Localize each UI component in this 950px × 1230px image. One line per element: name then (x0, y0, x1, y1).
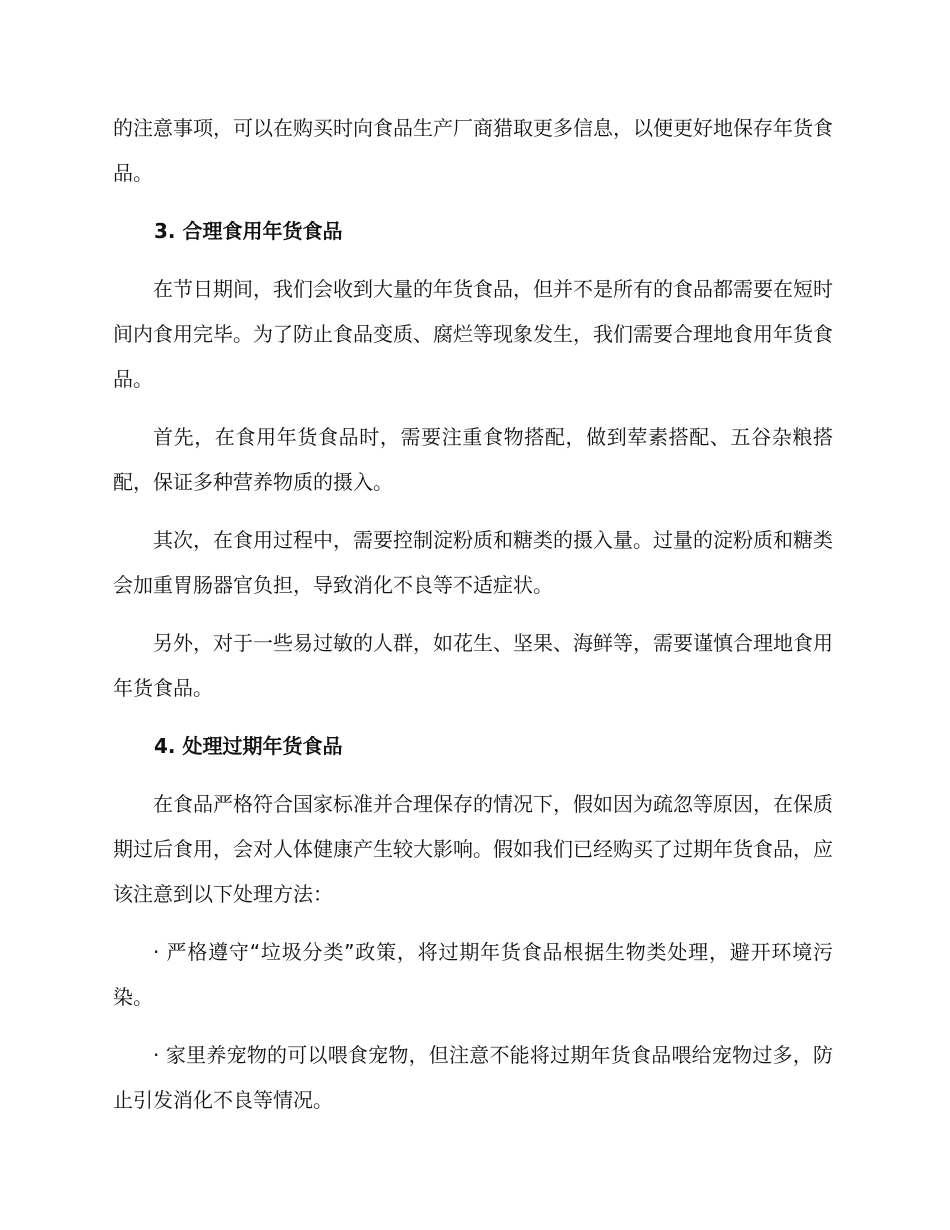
bullet-item: · 严格遵守“垃圾分类”政策，将过期年货食品根据生物类处理，避开环境污染。 (113, 940, 833, 1009)
paragraph: 其次，在食用过程中，需要控制淀粉质和糖类的摄入量。过量的淀粉质和糖类会加重胃肠器官负担，导致消化不良等不适症状。 (113, 528, 833, 597)
paragraph-continuation: 的注意事项，可以在购买时向食品生产厂商猎取更多信息，以便更好地保存年货食品。 (113, 116, 833, 185)
paragraph: 首先，在食用年货食品时，需要注重食物搭配，做到荤素搭配、五谷杂粮搭配，保证多种营养物质的摄入。 (113, 425, 833, 494)
document-page (113, 106, 833, 1123)
paragraph: 另外，对于一些易过敏的人群，如花生、坚果、海鲜等，需要谨慎合理地食用年货食品。 (113, 631, 833, 700)
paragraph: 在食品严格符合国家标准并合理保存的情况下，假如因为疏忽等原因，在保质期过后食用，会对人体健康产生较大影响。假如我们已经购买了过期年货食品，应该注意到以下处理方法： (113, 792, 833, 906)
section-heading-4: 4. 处理过期年货食品 (154, 734, 343, 758)
bullet-item: · 家里养宠物的可以喂食宠物，但注意不能将过期年货食品喂给宠物过多，防止引发消化不良等情况。 (113, 1043, 833, 1112)
section-heading-3: 3. 合理食用年货食品 (154, 219, 343, 243)
paragraph: 在节日期间，我们会收到大量的年货食品，但并不是所有的食品都需要在短时间内食用完毕。为了防止食品变质、腐烂等现象发生，我们需要合理地食用年货食品。 (113, 277, 833, 391)
